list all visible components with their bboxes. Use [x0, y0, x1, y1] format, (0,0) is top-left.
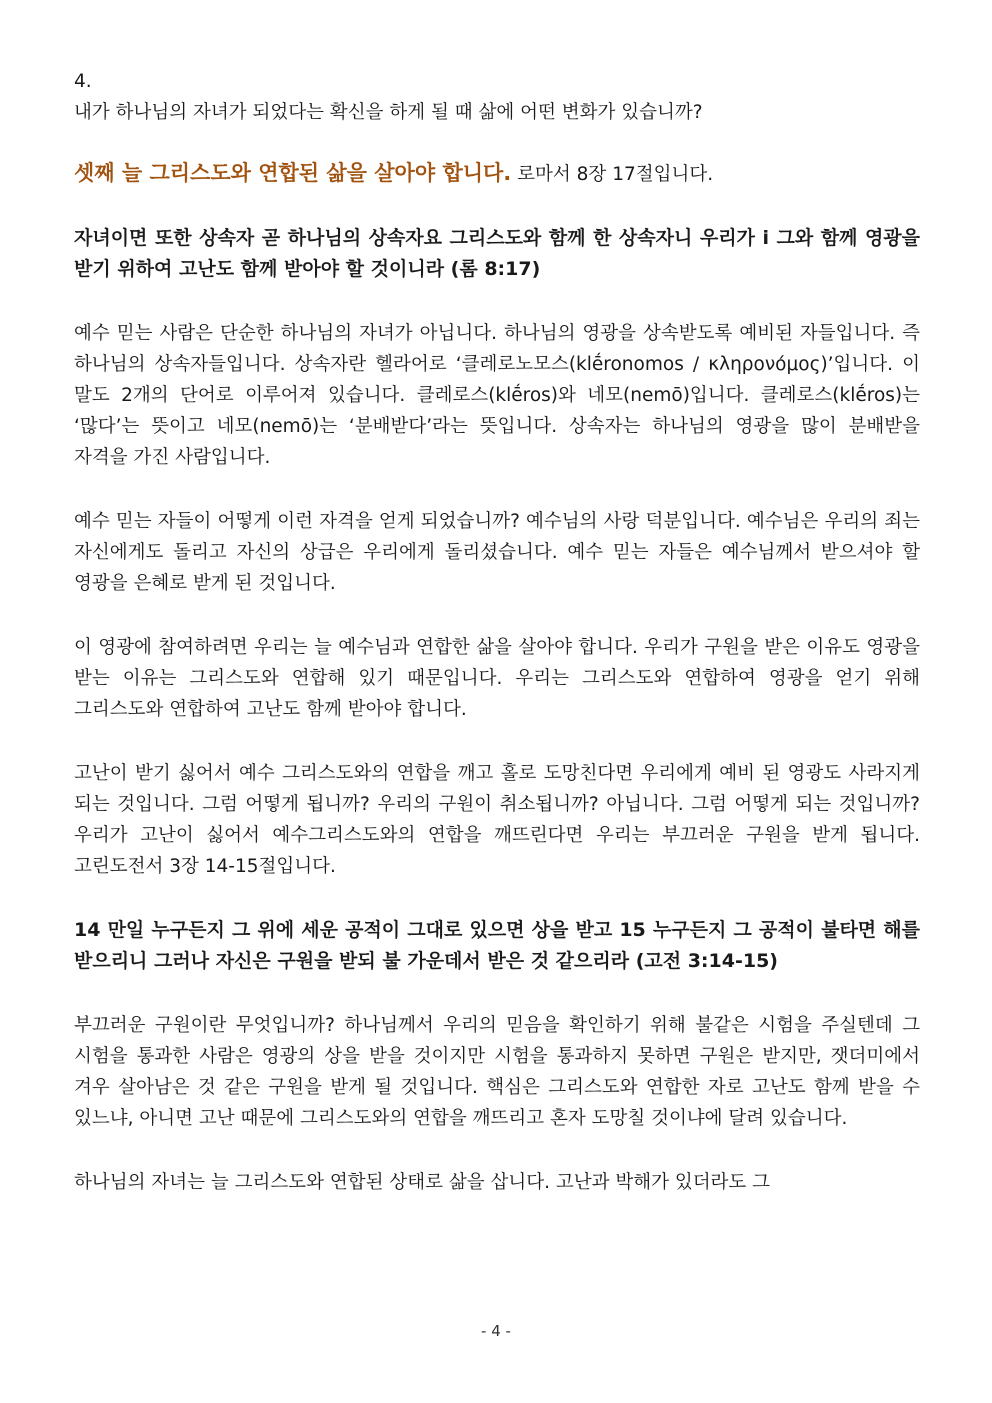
- paragraph-children-of-god: 하나님의 자녀는 늘 그리스도와 연합된 상태로 삶을 삽니다. 고난과 박해가 있더라도 그: [74, 1172, 771, 1193]
- page-number: - 4 -: [481, 1322, 511, 1340]
- paragraph-qualification: 예수 믿는 자들이 어떻게 이런 자격을 얻게 되었습니까? 예수님의 사랑 덕분입니다. 예수님은 우리의 죄는 자신에게도 돌리고 자신의 상급은 우리에게 돌리셨습니다. 예수 믿는 자들은 예수님께서 받으셔야 할 영광을 은혜로 받게 된 것입니다.: [74, 511, 920, 594]
- paragraph-explanation: 부끄러운 구원이란 무엇입니까? 하나님께서 우리의 믿음을 확인하기 위해 불같은 시험을 주실텐데 그 시험을 통과한 사람은 영광의 상을 받을 것이지만 시험을 통과하지 못하면 구원은 받지만, 잿더미에서 겨우 살아남은 것 같은 구원을 받게 될 것입니다. 핵심은 그리스도와 연합한 자로 고난도 함께 받을 수 있느냐, 아니면 고난 때문에 그리스도와의 연합을 깨뜨리고 혼자 도망칠 것이냐에 달려 있습니다.: [74, 1015, 920, 1129]
- section-reference: 로마서 8장 17절입니다.: [517, 164, 714, 185]
- document-page: [74, 66, 920, 1198]
- question-number: 4.: [74, 71, 92, 92]
- question-text: 내가 하나님의 자녀가 되었다는 확신을 하게 될 때 삶에 어떤 변화가 있습니까?: [74, 102, 703, 123]
- scripture-corinthians: 14 만일 누구든지 그 위에 세운 공적이 그대로 있으면 상을 받고 15 누구든지 그 공적이 불타면 해를 받으리니 그러나 자신은 구원을 받되 불 가운데서 받은 것 같으리라 (고전 3:14-15): [74, 919, 920, 972]
- scripture-romans: 자녀이면 또한 상속자 곧 하나님의 상속자요 그리스도와 함께 한 상속자니 우리가 i 그와 함께 영광을 받기 위하여 고난도 함께 받아야 할 것이니라 (롬 8:17): [74, 227, 920, 280]
- paragraph-shameful-salvation: 고난이 받기 싫어서 예수 그리스도와의 연합을 깨고 홀로 도망친다면 우리에게 예비 된 영광도 사라지게 되는 것입니다. 그럼 어떻게 됩니까? 우리의 구원이 취소됩니까? 아닙니다. 그럼 어떻게 되는 것입니까? 우리가 고난이 싫어서 예수그리스도와의 연합을 깨뜨린다면 우리는 부끄러운 구원을 받게 됩니다. 고린도전서 3장 14-15절입니다.: [74, 763, 920, 877]
- paragraph-heirs: 예수 믿는 사람은 단순한 하나님의 자녀가 아닙니다. 하나님의 영광을 상속받도록 예비된 자들입니다. 즉 하나님의 상속자들입니다. 상속자란 헬라어로 ‘클레로노모스(klḗronomos / κληρονόμος)’입니다. 이 말도 2개의 단어로 이루어져 있습니다. 클레로스(klḗros)와 네모(nemō)입니다. 클레로스(klḗros)는 ‘많다’는 뜻이고 네모(nemō)는 ‘분배받다’라는 뜻입니다. 상속자는 하나님의 영광을 많이 분배받을 자격을 가진 사람입니다.: [74, 323, 920, 468]
- section-heading: [74, 158, 920, 190]
- paragraph-union: 이 영광에 참여하려면 우리는 늘 예수님과 연합한 삶을 살아야 합니다. 우리가 구원을 받은 이유도 영광을 받는 이유는 그리스도와 연합해 있기 때문입니다. 우리는 그리스도와 연합하여 영광을 얻기 위해 그리스도와 연합하여 고난도 함께 받아야 합니다.: [74, 637, 920, 720]
- section-title: 셋째 늘 그리스도와 연합된 삶을 살아야 합니다.: [74, 161, 512, 185]
